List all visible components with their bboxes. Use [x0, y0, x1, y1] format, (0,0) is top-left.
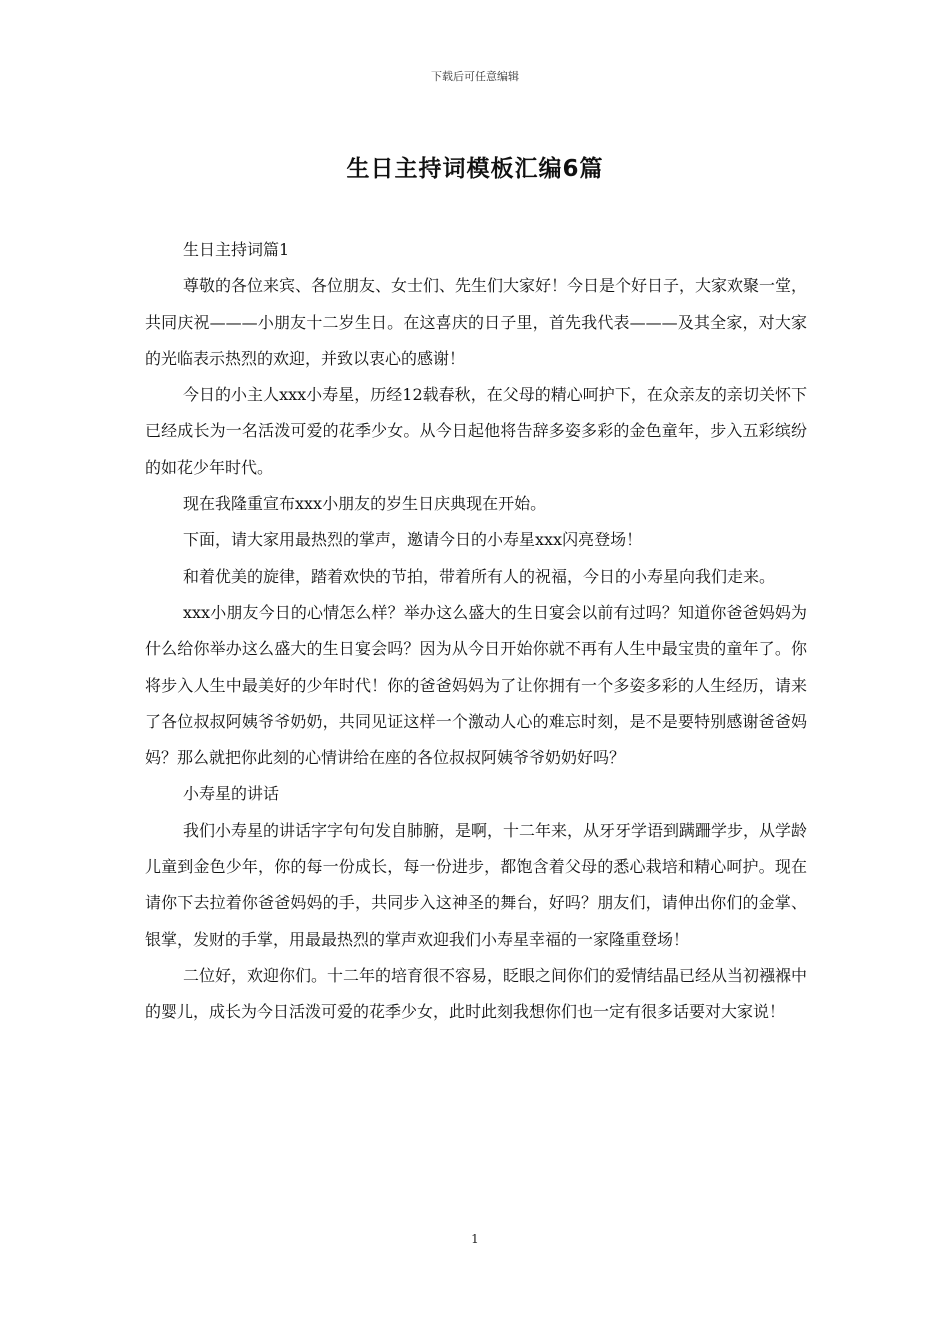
document-body [145, 232, 807, 1031]
paragraph: 我们小寿星的讲话字字句句发自肺腑，是啊，十二年来，从牙牙学语到蹒跚学步，从学龄儿童到金色少年，你的每一份成长，每一份进步，都饱含着父母的悉心栽培和精心呵护。现在请你下去拉着你爸爸妈妈的手，共同步入这神圣的舞台，好吗？朋友们，请伸出你们的金掌、银掌，发财的手掌，用最最热烈的掌声欢迎我们小寿星幸福的一家隆重登场！ [145, 820, 808, 949]
paragraph: 和着优美的旋律，踏着欢快的节拍，带着所有人的祝福，今日的小寿星向我们走来。 [183, 566, 776, 586]
document-title: 生日主持词模板汇编6篇 [346, 156, 604, 182]
paragraph: xxx小朋友今日的心情怎么样？举办这么盛大的生日宴会以前有过吗？知道你爸爸妈妈为什么给你举办这么盛大的生日宴会吗？因为从今日开始你就不再有人生中最宝贵的童年了。你将步入人生中最美好的少年时代！你的爸爸妈妈为了让你拥有一个多姿多彩的人生经历，请来了各位叔叔阿姨爷爷奶奶，共同见证这样一个激动人心的难忘时刻，是不是要特别感谢爸爸妈妈？那么就把你此刻的心情讲给在座的各位叔叔阿姨爷爷奶奶好吗？ [145, 602, 807, 768]
page-number: 1 [471, 1232, 479, 1246]
section-heading: 小寿星的讲话 [183, 784, 280, 804]
paragraph: 下面，请大家用最热烈的掌声，邀请今日的小寿星xxx闪亮登场！ [183, 530, 643, 550]
header-note: 下载后可任意编辑 [431, 70, 519, 83]
paragraph: 现在我隆重宣布xxx小朋友的岁生日庆典现在开始。 [183, 494, 547, 514]
section-heading: 生日主持词篇1 [183, 240, 290, 259]
paragraph: 尊敬的各位来宾、各位朋友、女士们、先生们大家好！今日是个好日子，大家欢聚一堂，共同庆祝———小朋友十二岁生日。在这喜庆的日子里，首先我代表———及其全家，对大家的光临表示热烈的欢迎，并致以衷心的感谢！ [145, 276, 808, 368]
paragraph: 今日的小主人xxx小寿星，历经12载春秋，在父母的精心呵护下，在众亲友的亲切关怀下已经成长为一名活泼可爱的花季少女。从今日起他将告辞多姿多彩的金色童年，步入五彩缤纷的如花少年时代。 [145, 385, 807, 477]
paragraph: 二位好，欢迎你们。十二年的培育很不容易，眨眼之间你们的爱情结晶已经从当初襁褓中的婴儿，成长为今日活泼可爱的花季少女，此时此刻我想你们也一定有很多话要对大家说！ [145, 965, 808, 1022]
